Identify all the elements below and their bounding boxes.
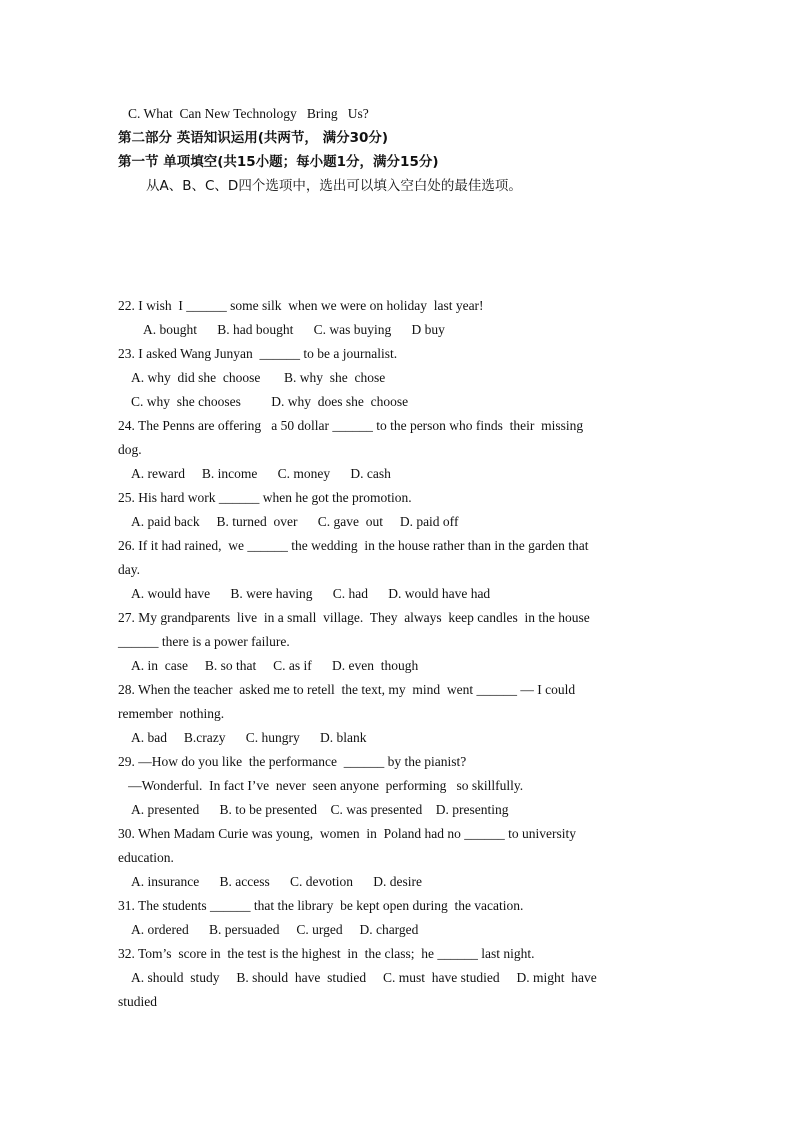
question-32-stem: 32. Tom’s score in the test is the highest in the class; he ______ last night. xyxy=(118,946,535,961)
question-23-options-2: C. why she chooses D. why does she choose xyxy=(131,394,409,409)
previous-option-c: C. What Can New Technology Bring Us? xyxy=(128,106,369,121)
question-29-options: A. presented B. to be presented C. was presented D. presenting xyxy=(131,802,509,817)
question-30-stem-2: education. xyxy=(118,850,174,865)
question-24-stem-2: dog. xyxy=(118,442,142,457)
question-24-options: A. reward B. income C. money D. cash xyxy=(131,466,391,481)
question-22-options: A. bought B. had bought C. was buying D buy xyxy=(143,322,445,337)
question-24-stem-1: 24. The Penns are offering a 50 dollar ______ to the person who finds their missing xyxy=(118,418,584,433)
question-31-stem: 31. The students ______ that the library be kept open during the vacation. xyxy=(118,898,524,913)
part-two-title: 第二部分 英语知识运用(共两节， 满分30分) xyxy=(118,130,389,146)
question-25-stem: 25. His hard work ______ when he got the promotion. xyxy=(118,490,412,505)
question-32-options-1: A. should study B. should have studied C. must have studied D. might have xyxy=(131,970,597,985)
question-23-options-1: A. why did she choose B. why she chose xyxy=(131,370,386,385)
instruction-text: 从A、B、C、D四个选项中，选出可以填入空白处的最佳选项。 xyxy=(146,178,522,194)
question-26-options: A. would have B. were having C. had D. would have had xyxy=(131,586,491,601)
question-26-stem-1: 26. If it had rained, we ______ the wedding in the house rather than in the garden that xyxy=(118,538,589,553)
question-31-options: A. ordered B. persuaded C. urged D. charged xyxy=(131,922,419,937)
question-28-stem-1: 28. When the teacher asked me to retell the text, my mind went ______ — I could xyxy=(118,682,576,697)
question-23-stem: 23. I asked Wang Junyan ______ to be a journalist. xyxy=(118,346,398,361)
question-30-stem-1: 30. When Madam Curie was young, women in Poland had no ______ to university xyxy=(118,826,576,841)
question-27-stem-1: 27. My grandparents live in a small village. They always keep candles in the house xyxy=(118,610,590,625)
question-28-stem-2: remember nothing. xyxy=(118,706,225,721)
question-28-options: A. bad B.crazy C. hungry D. blank xyxy=(131,730,367,745)
question-29-stem-2: —Wonderful. In fact I’ve never seen anyone performing so skillfully. xyxy=(118,778,524,793)
question-26-stem-2: day. xyxy=(118,562,140,577)
question-29-stem-1: 29. —How do you like the performance ______ by the pianist? xyxy=(118,754,467,769)
question-27-options: A. in case B. so that C. as if D. even though xyxy=(131,658,419,673)
question-22-stem: 22. I wish I ______ some silk when we were on holiday last year! xyxy=(118,298,484,313)
question-25-options: A. paid back B. turned over C. gave out D. paid off xyxy=(131,514,459,529)
section-one-title: 第一节 单项填空(共15小题；每小题1分，满分15分) xyxy=(118,154,439,170)
question-27-stem-2: ______ there is a power failure. xyxy=(118,634,290,649)
question-30-options: A. insurance B. access C. devotion D. desire xyxy=(131,874,422,889)
question-32-options-2: studied xyxy=(118,994,157,1009)
